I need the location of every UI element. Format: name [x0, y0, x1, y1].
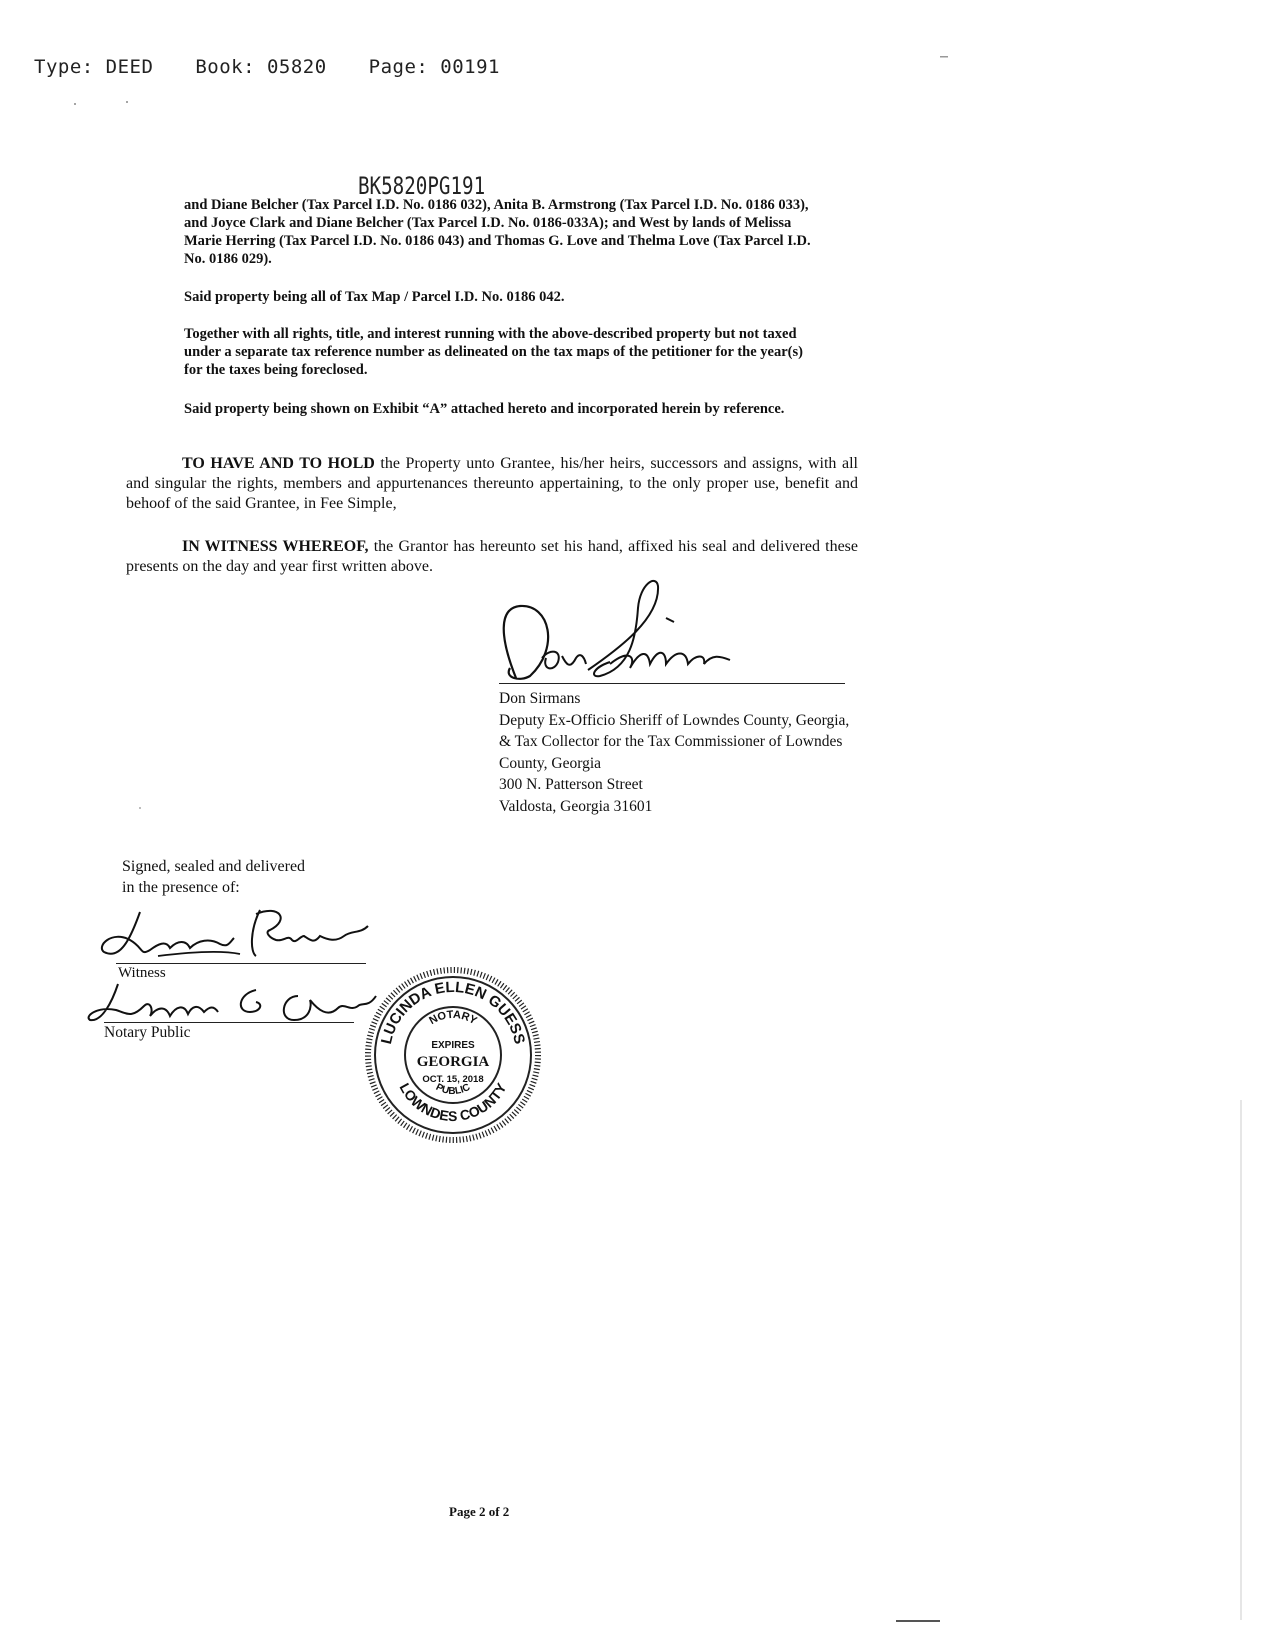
attestation-line-1: Signed, sealed and delivered: [122, 858, 306, 875]
book-number: Book: 05820: [195, 56, 327, 78]
legal-paragraph-exhibit: Said property being shown on Exhibit “A” attached hereto and incorporated herein by reference.: [184, 401, 785, 417]
legal-paragraph-parcel: Said property being all of Tax Map / Parcel I.D. No. 0186 042.: [184, 289, 565, 305]
witness-label: Witness: [118, 965, 166, 981]
seal-county-text: LOWNDES COUNTY: [396, 1080, 510, 1125]
seal-notary-text: NOTARY: [427, 1008, 479, 1028]
grantor-address-1: 300 N. Patterson Street: [499, 776, 643, 793]
grantor-title-3: County, Georgia: [499, 754, 602, 772]
testimonium-text: the Grantor has hereunto set his hand, affixed his seal and delivered these presents on the day and year first written above.: [126, 538, 859, 575]
grantor-name: Don Sirmans: [499, 690, 581, 707]
testimonium-lead: IN WITNESS WHEREOF,: [182, 538, 369, 555]
grantor-title-1: Deputy Ex-Officio Sheriff of Lowndes County, Georgia,: [499, 711, 850, 729]
seal-public-text: PUBLIC: [433, 1081, 473, 1098]
legal-paragraph-rights: Together with all rights, title, and interest running with the above-described property but not taxed under a separate tax reference number as delineated on the tax maps of the petitioner for the year(s) for the taxes being foreclosed.: [184, 326, 803, 378]
seal-state-text: GEORGIA: [416, 1054, 490, 1070]
page-footer: Page 2 of 2: [449, 1504, 510, 1519]
notary-label: Notary Public: [104, 1024, 191, 1041]
grantor-address-2: Valdosta, Georgia 31601: [499, 797, 653, 815]
doc-type: Type: DEED: [34, 56, 154, 78]
seal-name-text: LUCINDA ELLEN GUESS: [378, 978, 528, 1046]
habendum-text: the Property unto Grantee, his/her heirs, successors and assigns, with all and singular the rights, members and appurtenances thereunto appertaining, to the only proper use, benefit and behoof of the said Grantee, in Fee Simple,: [126, 455, 858, 512]
attestation-line-2: in the presence of:: [122, 879, 240, 896]
seal-expires-text: EXPIRES: [431, 1040, 475, 1051]
habendum-lead: TO HAVE AND TO HOLD: [182, 455, 375, 472]
legal-paragraph-boundaries: and Diane Belcher (Tax Parcel I.D. No. 0186 032), Anita B. Armstrong (Tax Parcel I.D. No. 0186 033), and Joyce Clark and Diane Belcher (Tax Parcel I.D. No. 0186-033A); and West by lands of Melissa Marie Herring (Tax Parcel I.D. No. 0186 043) and Thomas G. Love and Thelma Love (Tax Parcel I.D. No. 0186 029).: [184, 197, 811, 267]
seal-date-text: OCT. 15, 2018: [422, 1074, 484, 1085]
book-page-stamp: BK5820PG191: [358, 172, 486, 200]
grantor-title-2: & Tax Collector for the Tax Commissioner of Lowndes: [499, 733, 843, 750]
page-number-header: Page: 00191: [368, 56, 500, 78]
